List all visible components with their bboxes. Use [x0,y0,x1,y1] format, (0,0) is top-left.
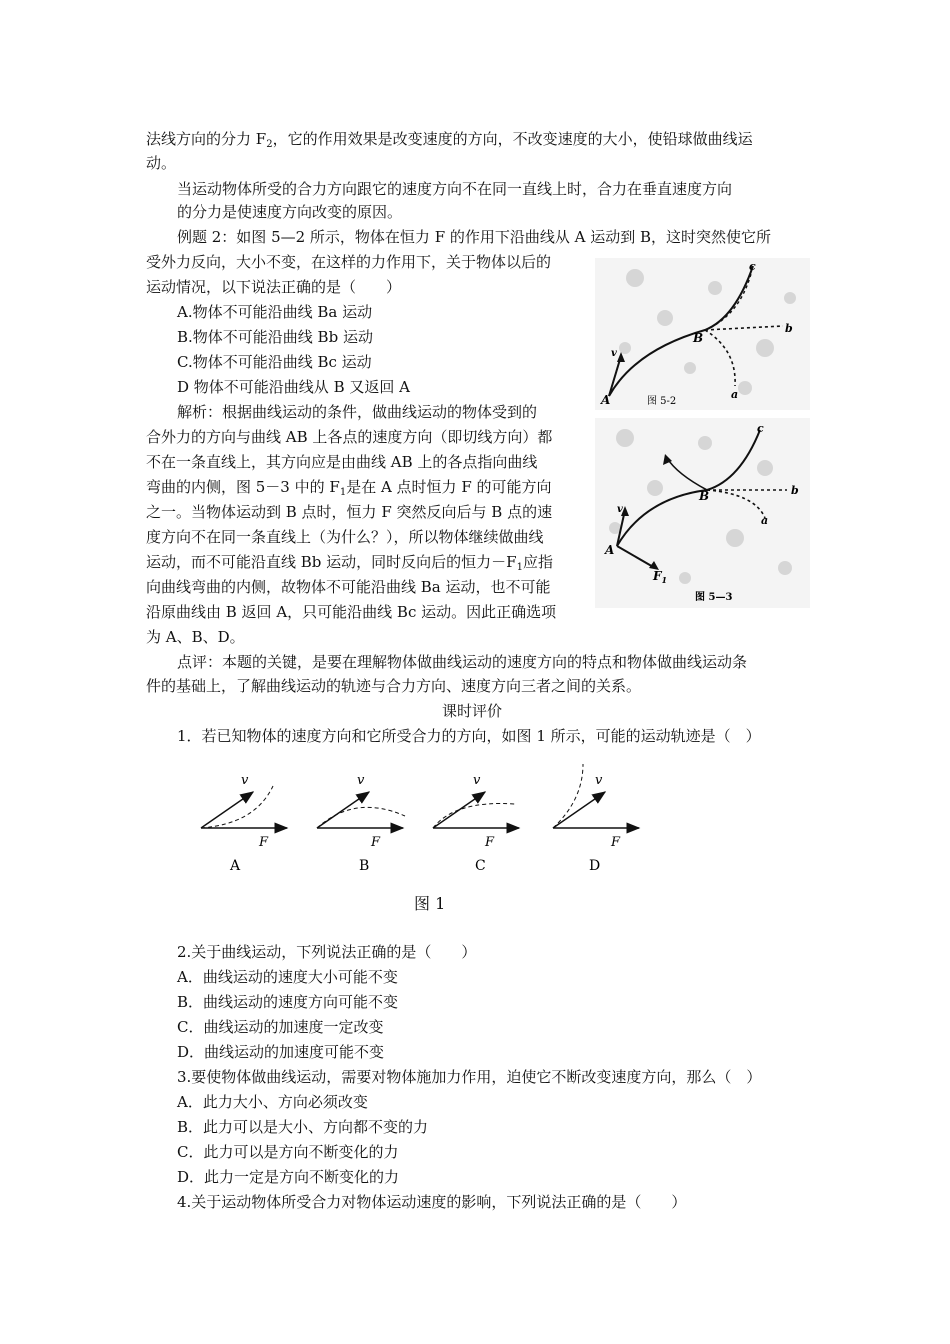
q3-stem: 3.要使物体做曲线运动，需要对物体施加力作用，迫使它不断改变速度方向，那么（ ） [177,1068,762,1086]
analysis-line-6: 度方向不在同一条直线上（为什么？），所以物体继续做曲线 [146,528,544,546]
q2-option-d: D．曲线运动的加速度可能不变 [177,1043,385,1061]
figure-5-2 [595,258,810,410]
example-line-1: 例题 2：如图 5—2 所示，物体在恒力 F 的作用下沿曲线从 A 运动到 B，这时突然使它所 [177,228,772,246]
choice-a-diagram [201,773,287,874]
choice-a-v: v [241,773,249,788]
example-line-3: 运动情况，以下说法正确的是（ ） [146,278,402,296]
fig53-f1-label: $F_1$ [653,569,668,585]
fig53-a-point: A [605,543,615,557]
comment-line-2: 件的基础上，了解曲线运动的轨迹与合力方向、速度方向三者之间的关系。 [146,677,642,695]
q2-option-c: C．曲线运动的加速度一定改变 [177,1018,384,1036]
choice-b-f: F [371,835,381,850]
choice-d-f: F [611,835,621,850]
choice-b-diagram [317,773,405,874]
choice-c-f: F [485,835,495,850]
q1-stem: 1．若已知物体的速度方向和它所受合力的方向，如图 1 所示，可能的运动轨迹是（ ） [177,727,761,745]
choice-d-v: v [595,773,603,788]
q3-option-b: B．此力可以是大小、方向都不变的力 [177,1118,429,1136]
fig52-c-label: c [749,260,756,273]
example-option-d: D 物体不可能沿曲线从 B 又返回 A [177,378,410,396]
analysis-line-5: 之一。当物体运动到 B 点时，恒力 F 突然反向后与 B 点的速 [146,503,553,521]
fig53-v-label: v [617,504,623,515]
analysis-line-3: 不在一条直线上，其方向应是由曲线 AB 上的各点指向曲线 [146,453,538,471]
intro-line-1: 法线方向的分力 $F_2$，它的作用效果是改变速度的方向，不改变速度的大小，使铅球做曲线运 [146,130,753,150]
fig52-caption: 图 5-2 [647,396,677,407]
q3-option-d: D．此力一定是方向不断变化的力 [177,1168,400,1186]
example-line-2: 受外力反向，大小不变，在这样的力作用下，关于物体以后的 [146,253,552,271]
fig52-v-label: v [611,348,617,359]
fig52-a-point: A [601,393,611,407]
intro-line-2: 动。 [146,154,177,172]
fig53-caption: 图 5—3 [695,592,733,603]
choice-c-v: v [473,773,481,788]
fig52-a-label: a [731,388,739,401]
fig53-b-point: B [699,489,710,503]
example-option-a: A.物体不可能沿曲线 Ba 运动 [177,303,373,321]
q3-option-a: A．此力大小、方向必须改变 [177,1093,368,1111]
fig53-a-label: a [761,514,769,527]
section-title: 课时评价 [442,702,503,720]
fig53-c-label: c [757,422,764,435]
analysis-line-7: 运动，而不可能沿直线 Bb 运动，同时反向后的恒力$-F_1$应指 [146,553,553,573]
comment-line-1: 点评：本题的关键，是要在理解物体做曲线运动的速度方向的特点和物体做曲线运动条 [177,653,748,671]
choice-c-diagram [433,773,519,874]
example-option-b: B.物体不可能沿曲线 Bb 运动 [177,328,373,346]
fig53-b-label: b [791,484,799,497]
analysis-line-2: 合外力的方向与曲线 AB 上各点的速度方向（即切线方向）都 [146,428,553,446]
choice-a-label: A [230,858,241,874]
analysis-line-4: 弯曲的内侧，图 5－3 中的 $F_1$是在 A 点时恒力 F 的可能方向 [146,478,552,498]
choice-c-label: C [475,858,486,874]
q4-stem: 4.关于运动物体所受合力对物体运动速度的影响，下列说法正确的是（ ） [177,1193,687,1211]
analysis-line-8: 向曲线弯曲的内侧，故物体不可能沿曲线 Ba 运动，也不可能 [146,578,551,596]
figure-1 [185,760,655,880]
analysis-line-9: 沿原曲线由 B 返回 A，只可能沿曲线 Bc 运动。因此正确选项 [146,603,557,621]
choice-a-f: F [259,835,269,850]
intro-line-3: 当运动物体所受的合力方向跟它的速度方向不在同一直线上时，合力在垂直速度方向 [177,180,733,198]
figure-5-3 [595,418,810,608]
analysis-line-10: 为 A、B、D。 [146,628,245,646]
choice-d-diagram [553,764,639,874]
example-option-c: C.物体不可能沿曲线 Bc 运动 [177,353,372,371]
choice-d-label: D [589,858,601,874]
choice-b-v: v [357,773,365,788]
figure-1-caption: 图 1 [414,894,446,913]
choice-b-label: B [359,858,370,874]
q2-option-b: B．曲线运动的速度方向可能不变 [177,993,399,1011]
intro-line-4: 的分力是使速度方向改变的原因。 [177,203,403,221]
q2-option-a: A．曲线运动的速度大小可能不变 [177,968,398,986]
analysis-line-1: 解析：根据曲线运动的条件，做曲线运动的物体受到的 [177,403,538,421]
fig52-b-label: b [785,322,793,335]
q2-stem: 2.关于曲线运动，下列说法正确的是（ ） [177,943,477,961]
q3-option-c: C．此力可以是方向不断变化的力 [177,1143,399,1161]
fig52-b-point: B [693,331,704,345]
